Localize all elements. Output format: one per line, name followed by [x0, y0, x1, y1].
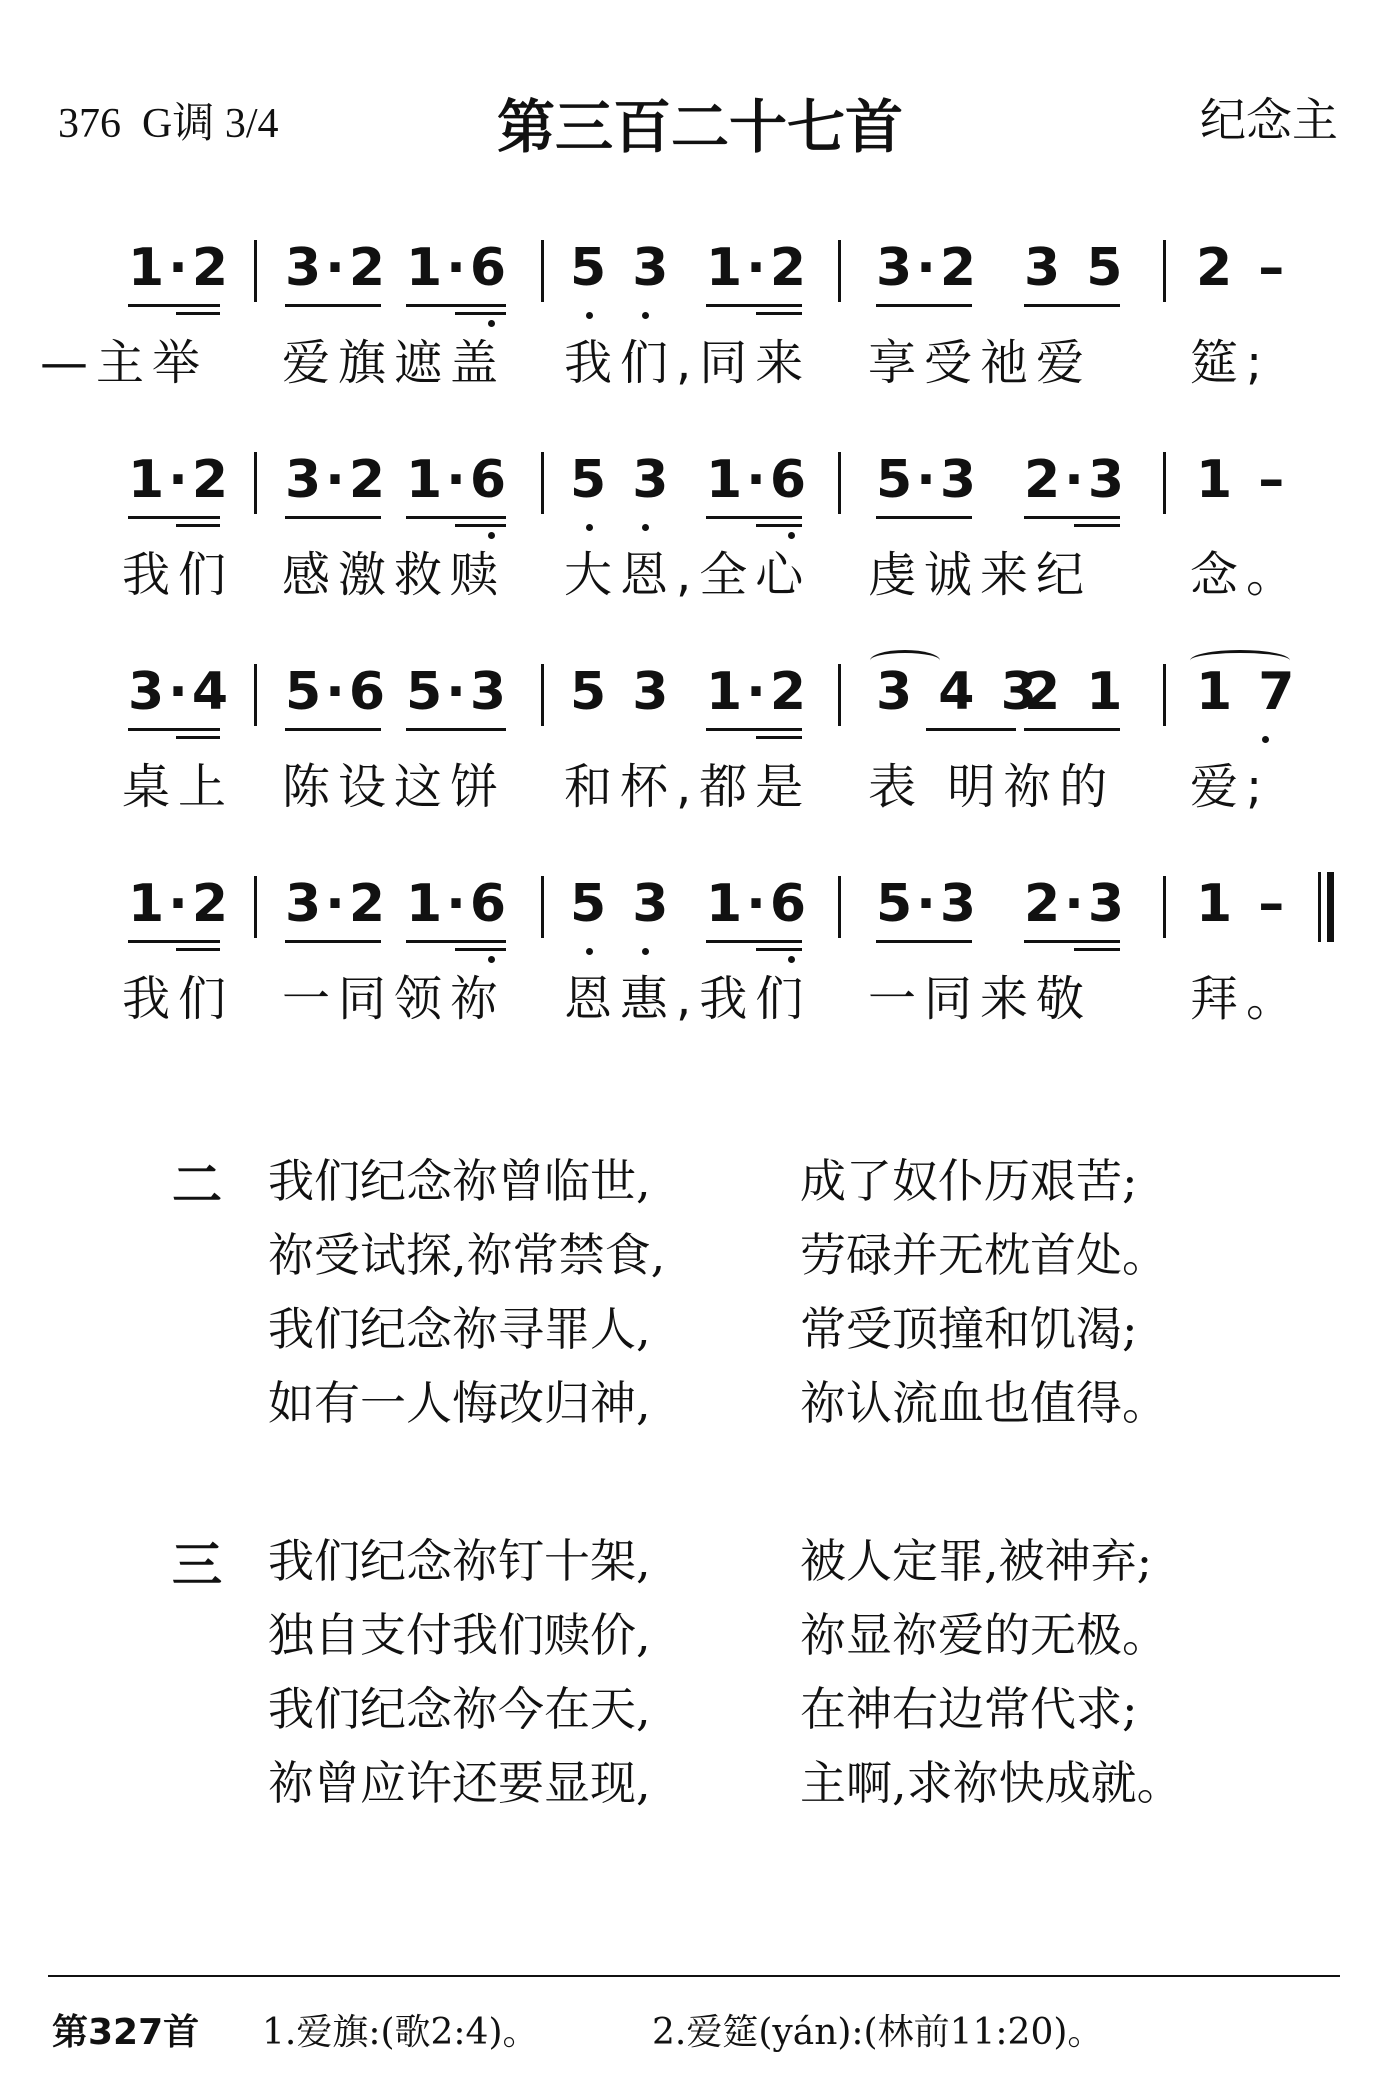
lyric-segment: 陈设这饼 — [282, 759, 507, 815]
slur-mark — [870, 650, 940, 671]
bar-line — [838, 452, 841, 514]
notes-text: 3·2 — [285, 874, 390, 934]
notes-text: 1 7 — [1196, 662, 1299, 722]
lyrics-row — [0, 960, 1400, 1027]
rhythm-underline — [176, 312, 220, 315]
rhythm-underline — [1074, 948, 1120, 951]
notation-row — [0, 644, 1400, 754]
notes-text: 2 – — [1196, 238, 1289, 298]
lyric-segment: 爱旗遮盖 — [282, 335, 507, 391]
rhythm-underline — [285, 516, 381, 519]
verse-line-b: 祢显祢爱的无极。 — [800, 1608, 1168, 1662]
lyric-segment: —主举 — [40, 335, 209, 391]
footnote-note-1: 1.爱旗:(歌2:4)。 — [262, 2012, 539, 2053]
bar-line — [838, 240, 841, 302]
notes-text: 1·2 — [128, 450, 233, 510]
rhythm-underline — [1024, 940, 1120, 943]
rhythm-underline — [406, 516, 506, 519]
bar-line — [254, 452, 257, 514]
lyric-segment: 我们,同来 — [564, 335, 812, 391]
verse-line-b: 常受顶撞和饥渴; — [800, 1302, 1138, 1356]
notes-text: 1·6 — [406, 450, 511, 510]
lyrics-row — [0, 536, 1400, 603]
rhythm-underline — [176, 736, 220, 739]
rhythm-underline — [1024, 728, 1120, 731]
rhythm-underline — [876, 940, 972, 943]
lyrics-row — [0, 324, 1400, 391]
lyric-segment: 享受祂爱 — [868, 335, 1093, 391]
octave-dot — [642, 524, 649, 531]
bar-line — [254, 240, 257, 302]
bar-line — [838, 664, 841, 726]
hymn-title: 第三百二十七首 — [496, 93, 903, 161]
rhythm-underline — [455, 312, 506, 315]
octave-dot — [586, 524, 593, 531]
hymn-category: 纪念主 — [1200, 93, 1338, 147]
notation-row — [0, 432, 1400, 542]
notes-text: 2·3 — [1024, 874, 1129, 934]
rhythm-underline — [285, 940, 381, 943]
notes-text: 1 – — [1196, 450, 1289, 510]
verse-line-a: 我们纪念祢钉十架, — [268, 1534, 651, 1588]
bar-line — [254, 664, 257, 726]
notes-text: 2 1 — [1024, 662, 1127, 722]
lyric-segment: 和杯,都是 — [564, 759, 812, 815]
octave-dot — [586, 948, 593, 955]
notes-text: 5·3 — [876, 450, 981, 510]
bar-line — [541, 664, 544, 726]
rhythm-underline — [706, 728, 802, 731]
lyrics-row — [0, 748, 1400, 815]
score-line-2 — [0, 432, 1400, 602]
notation-row — [0, 856, 1400, 966]
score-line-4 — [0, 856, 1400, 1026]
notes-text: 1·6 — [706, 874, 811, 934]
lyric-segment: 虔诚来纪 — [868, 547, 1093, 603]
verse-line-b: 在神右边常代求; — [800, 1682, 1138, 1736]
lyric-segment: 我们 — [122, 547, 235, 603]
footnote-note-2: 2.爱筵(yán):(林前11:20)。 — [652, 2012, 1104, 2053]
lyric-segment: 桌上 — [122, 759, 235, 815]
rhythm-underline — [926, 728, 1016, 731]
score-line-1 — [0, 220, 1400, 390]
lyric-segment: 筵; — [1190, 335, 1271, 391]
verse-line-b: 被人定罪,被神弃; — [800, 1534, 1153, 1588]
notes-text: 5·3 — [406, 662, 511, 722]
lyric-segment: 爱; — [1190, 759, 1271, 815]
bar-line — [1163, 876, 1166, 938]
notes-text: 1·2 — [128, 874, 233, 934]
rhythm-underline — [1024, 304, 1120, 307]
rhythm-underline — [285, 728, 381, 731]
rhythm-underline — [706, 940, 802, 943]
lyric-segment: 一同来敬 — [868, 971, 1093, 1027]
verse-line-a: 我们纪念祢今在天, — [268, 1682, 651, 1736]
rhythm-underline — [128, 728, 220, 731]
rhythm-underline — [455, 948, 506, 951]
notes-text: 1·6 — [706, 450, 811, 510]
rhythm-underline — [285, 304, 381, 307]
lyric-segment: 恩惠,我们 — [564, 971, 812, 1027]
notes-text: 5·6 — [285, 662, 390, 722]
notes-text: 1·6 — [406, 874, 511, 934]
rhythm-underline — [128, 516, 220, 519]
notes-text: 3·4 — [128, 662, 233, 722]
notes-text: 1·2 — [706, 238, 811, 298]
notes-text: 3·2 — [285, 238, 390, 298]
lyric-segment: 大恩,全心 — [564, 547, 812, 603]
rhythm-underline — [406, 728, 506, 731]
rhythm-underline — [176, 524, 220, 527]
notes-text: 2·3 — [1024, 450, 1129, 510]
rhythm-underline — [876, 516, 972, 519]
hymn-number: 376 G调 3/4 — [58, 101, 279, 147]
bar-line — [541, 240, 544, 302]
rhythm-underline — [706, 304, 802, 307]
verse-line-a: 我们纪念祢寻罪人, — [268, 1302, 651, 1356]
footnote-label: 第327首 — [52, 2012, 200, 2053]
lyric-segment: 我们 — [122, 971, 235, 1027]
lyric-segment: 拜。 — [1190, 971, 1303, 1027]
verse-line-a: 独自支付我们赎价, — [268, 1608, 651, 1662]
rhythm-underline — [756, 312, 802, 315]
score-line-3 — [0, 644, 1400, 814]
bar-line — [541, 452, 544, 514]
notes-text: 3·2 — [285, 450, 390, 510]
notes-text: 5 3 — [570, 662, 673, 722]
notation-row — [0, 220, 1400, 330]
verse-line-b: 主啊,求祢快成就。 — [800, 1756, 1183, 1810]
notes-text: 1·2 — [706, 662, 811, 722]
notes-text: 3·2 — [876, 238, 981, 298]
verse-line-b: 祢认流血也值得。 — [800, 1376, 1168, 1430]
slur-mark — [1190, 650, 1290, 671]
rhythm-underline — [756, 736, 802, 739]
notes-text: 5 3 — [570, 874, 673, 934]
rhythm-underline — [876, 304, 972, 307]
hymn-header — [0, 72, 1400, 161]
bar-line — [1163, 664, 1166, 726]
verse-number: 三 — [172, 1536, 222, 1594]
notes-text: 5 3 — [570, 238, 673, 298]
notes-text: 5·3 — [876, 874, 981, 934]
lyric-segment: 一同领祢 — [282, 971, 507, 1027]
octave-dot — [642, 948, 649, 955]
rhythm-underline — [128, 940, 220, 943]
notes-text: 1·2 — [128, 238, 233, 298]
verse-line-a: 我们纪念祢曾临世, — [268, 1154, 651, 1208]
verse-number: 二 — [172, 1156, 222, 1214]
notes-text: 3 4 3 — [876, 662, 1041, 722]
lyric-segment: 念。 — [1190, 547, 1303, 603]
octave-dot — [586, 312, 593, 319]
rhythm-underline — [1074, 524, 1120, 527]
footnote — [0, 2000, 1400, 2060]
lyric-segment: 感激救赎 — [282, 547, 507, 603]
bar-line — [838, 876, 841, 938]
rhythm-underline — [128, 304, 220, 307]
bar-line — [1163, 240, 1166, 302]
rhythm-underline — [406, 940, 506, 943]
bar-line — [541, 876, 544, 938]
rhythm-underline — [706, 516, 802, 519]
octave-dot — [1262, 736, 1269, 743]
octave-dot — [642, 312, 649, 319]
notes-text: 3 5 — [1024, 238, 1127, 298]
bar-line — [254, 876, 257, 938]
rhythm-underline — [756, 948, 802, 951]
rhythm-underline — [406, 304, 506, 307]
key-time-signature: G调 3/4 — [142, 101, 279, 147]
rhythm-underline — [756, 524, 802, 527]
bar-line — [1163, 452, 1166, 514]
notes-text: 1·6 — [406, 238, 511, 298]
verse-line-b: 劳碌并无枕首处。 — [800, 1228, 1168, 1282]
footnote-divider — [48, 1975, 1340, 1977]
verse-line-b: 成了奴仆历艰苦; — [800, 1154, 1138, 1208]
verse-line-a: 如有一人悔改归神, — [268, 1376, 651, 1430]
rhythm-underline — [1024, 516, 1120, 519]
notes-text: 5 3 — [570, 450, 673, 510]
verse-line-a: 祢曾应许还要显现, — [268, 1756, 651, 1810]
lyric-segment: 表 明祢的 — [868, 759, 1116, 815]
rhythm-underline — [455, 524, 506, 527]
rhythm-underline — [176, 948, 220, 951]
verse-line-a: 祢受试探,祢常禁食, — [268, 1228, 666, 1282]
notes-text: 1 – — [1196, 874, 1289, 934]
